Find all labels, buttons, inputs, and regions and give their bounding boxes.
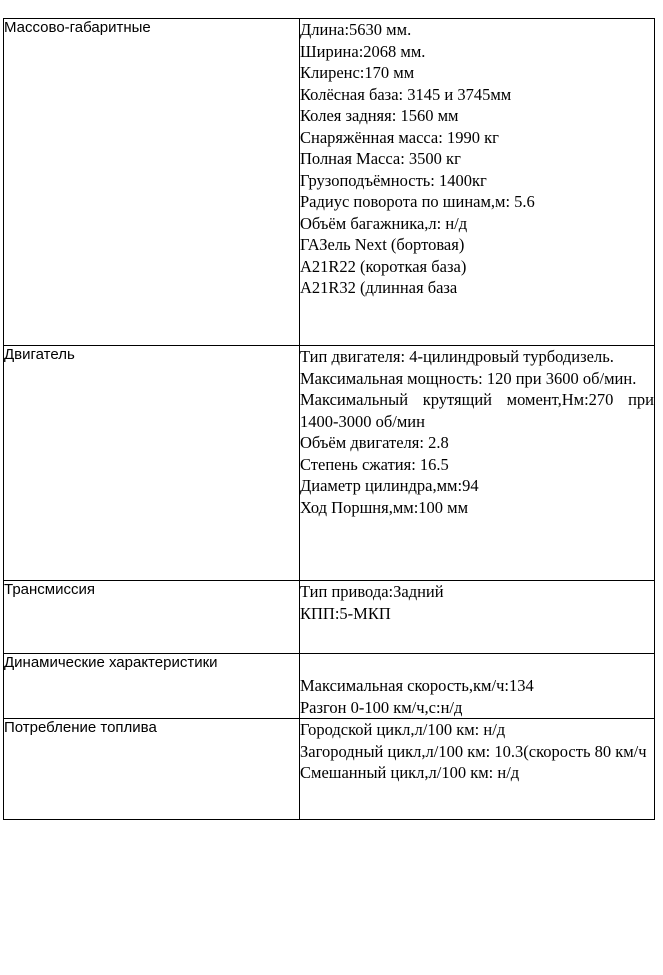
- row-value-dynamics: [300, 654, 655, 719]
- spec-line: Грузоподъёмность: 1400кг: [300, 170, 487, 190]
- row-label-engine: Двигатель: [4, 346, 300, 581]
- row-label-dynamics: Динамические характеристики: [4, 654, 300, 719]
- spec-line: Объём двигателя: 2.8: [300, 433, 449, 452]
- spec-line: КПП:5-МКП: [300, 603, 391, 623]
- row-label-fuel: Потребление топлива: [4, 719, 300, 820]
- row-value-engine: [300, 346, 655, 581]
- spec-paragraph: Максимальная мощность: 120 при 3600 об/мин.: [300, 368, 637, 388]
- table-row: [4, 719, 655, 820]
- row-value-dimensions: [300, 19, 655, 346]
- spec-line: Максимальная скорость,км/ч:134: [300, 676, 534, 695]
- table-row: [4, 19, 655, 346]
- row-value-transmission: [300, 581, 655, 654]
- spec-line: Полная Масса: 3500 кг: [300, 149, 461, 168]
- spec-line: Степень сжатия: 16.5: [300, 454, 449, 474]
- specifications-table: [3, 18, 655, 820]
- row-label-transmission: Трансмиссия: [4, 581, 300, 654]
- spec-line: Длина:5630 мм.: [300, 20, 412, 39]
- spec-line: Снаряжённая масса: 1990 кг: [300, 127, 499, 147]
- spec-line: Ход Поршня,мм:100 мм: [300, 497, 469, 517]
- table-row: [4, 346, 655, 581]
- spec-line: Тип привода:Задний: [300, 582, 444, 601]
- spec-line: A21R22 (короткая база): [300, 256, 467, 276]
- row-value-fuel: [300, 719, 655, 820]
- table-row: [4, 581, 655, 654]
- spec-line: Клиренс:170 мм: [300, 63, 415, 82]
- table-row: [4, 654, 655, 719]
- spec-paragraph: Загородный цикл,л/100 км: 10.3(скорость 80 км/ч: [300, 741, 647, 761]
- spec-line: Диаметр цилиндра,мм:94: [300, 476, 479, 495]
- spec-line: Радиус поворота по шинам,м: 5.6: [300, 192, 535, 211]
- row-label-dimensions: Массово-габаритные: [4, 19, 300, 346]
- spec-line: Колёсная база: 3145 и 3745мм: [300, 84, 512, 104]
- spec-line: ГАЗель Next (бортовая): [300, 235, 465, 254]
- spec-paragraph: Максимальный крутящий момент,Нм:270 при 1400-3000 об/мин: [300, 390, 654, 431]
- spec-line: Объём багажника,л: н/д: [300, 213, 468, 233]
- spec-line: Смешанный цикл,л/100 км: н/д: [300, 763, 520, 782]
- spec-line: A21R32 (длинная база: [300, 278, 458, 297]
- blank-line: [300, 654, 654, 675]
- spec-line: Разгон 0-100 км/ч,с:н/д: [300, 697, 463, 717]
- spec-line: Ширина:2068 мм.: [300, 41, 426, 61]
- spec-line: Колея задняя: 1560 мм: [300, 106, 459, 125]
- spec-paragraph: Тип двигателя: 4-цилиндровый турбодизель.: [300, 347, 614, 366]
- spec-line: Городской цикл,л/100 км: н/д: [300, 720, 506, 739]
